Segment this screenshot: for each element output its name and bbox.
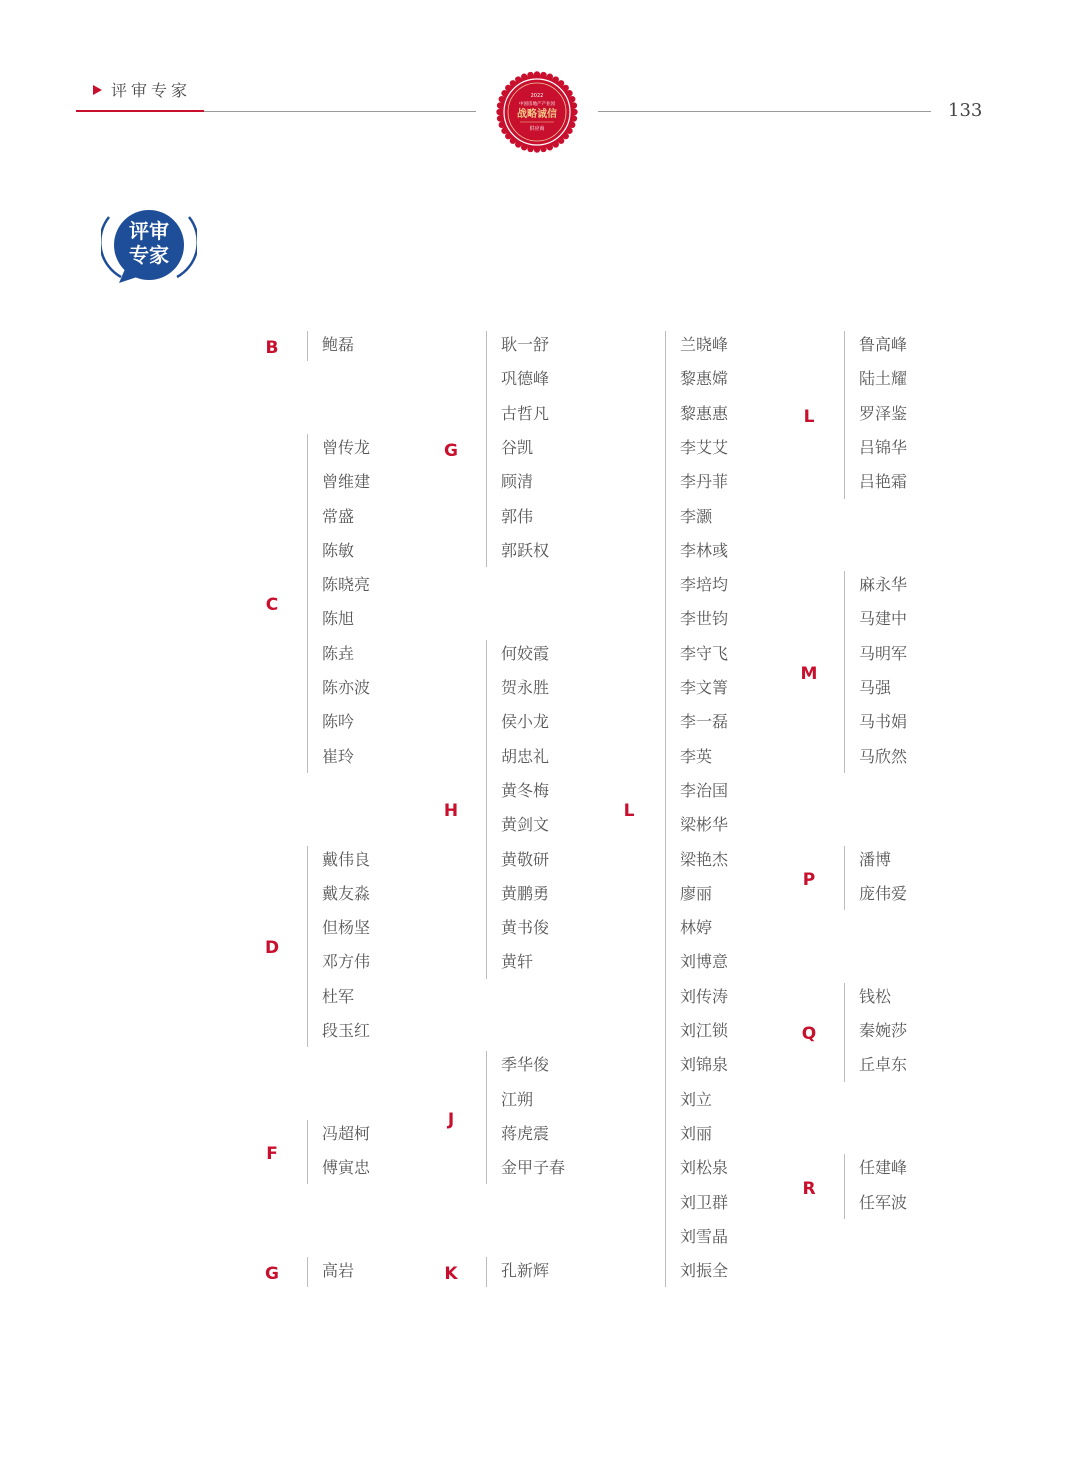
expert-name: 钱松 bbox=[859, 986, 892, 1006]
expert-name: 曾维建 bbox=[322, 472, 371, 492]
expert-name: 马建中 bbox=[859, 609, 908, 629]
group-divider bbox=[307, 434, 308, 773]
group-divider bbox=[844, 331, 845, 499]
expert-name: 黄鹏勇 bbox=[501, 883, 550, 903]
expert-name: 冯超柯 bbox=[322, 1123, 371, 1143]
expert-name: 李守飞 bbox=[680, 643, 729, 663]
group-letter: F bbox=[266, 1144, 278, 1165]
expert-name: 郭跃权 bbox=[501, 540, 550, 560]
expert-name: 刘雪晶 bbox=[680, 1226, 729, 1246]
expert-name: 刘振全 bbox=[680, 1261, 729, 1281]
expert-name: 但杨坚 bbox=[322, 918, 371, 938]
badge-line-2: 专家 bbox=[129, 243, 169, 267]
group-letter: M bbox=[800, 664, 818, 684]
expert-name: 李英 bbox=[680, 746, 713, 766]
page-number: 133 bbox=[948, 100, 983, 121]
group-divider bbox=[307, 1257, 308, 1287]
expert-name: 任建峰 bbox=[859, 1158, 908, 1178]
group-letter: R bbox=[802, 1178, 816, 1199]
expert-name: 刘丽 bbox=[680, 1123, 713, 1143]
section-arrow-icon bbox=[93, 85, 102, 95]
seal-year: 2022 bbox=[530, 93, 544, 99]
expert-name: 崔玲 bbox=[322, 746, 355, 766]
expert-name: 陈吟 bbox=[322, 712, 355, 732]
expert-name: 刘江锁 bbox=[680, 1021, 729, 1040]
expert-name: 侯小龙 bbox=[501, 712, 550, 732]
expert-name: 耿一舒 bbox=[501, 335, 550, 354]
expert-name: 刘卫群 bbox=[680, 1192, 729, 1212]
expert-name: 梁彬华 bbox=[680, 815, 729, 835]
expert-name: 吕锦华 bbox=[859, 437, 908, 457]
group-letter: G bbox=[444, 441, 458, 462]
expert-name: 庞伟爱 bbox=[859, 883, 908, 903]
group-divider bbox=[844, 846, 845, 911]
expert-name: 廖丽 bbox=[680, 883, 713, 903]
expert-name: 李世钧 bbox=[680, 609, 729, 629]
expert-name: 李治国 bbox=[680, 780, 729, 800]
seal-top-text: 中国房地产产业园 bbox=[519, 102, 555, 107]
expert-name: 马强 bbox=[859, 678, 892, 697]
expert-name: 刘松泉 bbox=[680, 1158, 729, 1178]
expert-name: 马欣然 bbox=[859, 746, 908, 766]
group-letter: H bbox=[443, 801, 459, 822]
badge-line-1: 评审 bbox=[129, 219, 169, 243]
expert-name: 段玉红 bbox=[322, 1021, 371, 1040]
group-letter: C bbox=[265, 595, 279, 616]
expert-name: 陈旭 bbox=[322, 609, 355, 629]
expert-name: 陈晓亮 bbox=[322, 575, 371, 595]
section-badge bbox=[101, 205, 197, 285]
expert-name: 巩德峰 bbox=[501, 369, 550, 389]
expert-name: 潘博 bbox=[859, 849, 892, 869]
group-letter: Q bbox=[801, 1024, 817, 1045]
expert-name: 高岩 bbox=[322, 1261, 355, 1281]
expert-name: 林婷 bbox=[680, 918, 713, 938]
expert-name: 金甲子春 bbox=[501, 1158, 566, 1178]
expert-name: 鲍磊 bbox=[322, 335, 355, 354]
group-letter: D bbox=[264, 938, 280, 959]
expert-name: 兰晓峰 bbox=[680, 335, 729, 354]
expert-name: 吕艳霜 bbox=[859, 472, 908, 492]
expert-name: 黄轩 bbox=[501, 952, 534, 972]
seal-main-text: 战略诚信 bbox=[517, 109, 557, 120]
expert-name: 胡忠礼 bbox=[501, 746, 550, 766]
header-rule-right bbox=[598, 111, 931, 112]
expert-name: 江朔 bbox=[501, 1089, 534, 1109]
expert-name: 陈敏 bbox=[322, 540, 355, 560]
group-divider bbox=[486, 1051, 487, 1184]
expert-name: 陆土耀 bbox=[859, 369, 908, 389]
expert-name: 黄书俊 bbox=[501, 918, 550, 938]
expert-name: 马明军 bbox=[859, 643, 908, 663]
expert-name: 马书娟 bbox=[859, 712, 908, 732]
expert-name: 秦婉莎 bbox=[859, 1021, 908, 1040]
expert-name: 刘传涛 bbox=[680, 986, 729, 1006]
expert-name: 刘博意 bbox=[680, 952, 729, 972]
expert-name: 曾传龙 bbox=[322, 437, 371, 457]
expert-name: 孔新辉 bbox=[501, 1261, 550, 1281]
expert-name: 郭伟 bbox=[501, 506, 534, 526]
group-divider bbox=[307, 846, 308, 1048]
expert-name: 李艾艾 bbox=[680, 437, 729, 457]
expert-name: 罗泽鉴 bbox=[859, 403, 908, 423]
expert-name: 李培均 bbox=[680, 575, 729, 595]
expert-name: 邓方伟 bbox=[322, 952, 371, 972]
expert-name: 黎惠惠 bbox=[680, 403, 729, 423]
expert-name: 陈垚 bbox=[322, 643, 355, 663]
expert-name: 古哲凡 bbox=[501, 403, 550, 423]
group-letter: L bbox=[623, 801, 635, 822]
expert-name: 谷凯 bbox=[501, 437, 534, 457]
group-letter: L bbox=[803, 406, 815, 427]
group-letter: B bbox=[265, 338, 279, 359]
expert-name: 陈亦波 bbox=[322, 678, 371, 697]
expert-name: 刘立 bbox=[680, 1089, 713, 1109]
expert-name: 李一磊 bbox=[680, 712, 729, 732]
expert-name: 贺永胜 bbox=[501, 678, 550, 697]
group-letter: G bbox=[265, 1264, 279, 1285]
group-divider bbox=[307, 331, 308, 361]
group-divider bbox=[844, 571, 845, 773]
expert-name: 黄冬梅 bbox=[501, 780, 550, 800]
section-title: 评审专家 bbox=[111, 81, 192, 100]
group-letter: K bbox=[444, 1264, 458, 1285]
group-divider bbox=[486, 640, 487, 979]
group-letter: J bbox=[447, 1109, 455, 1130]
expert-name: 梁艳杰 bbox=[680, 849, 729, 869]
expert-name: 杜军 bbox=[322, 986, 355, 1006]
header-rule-accent bbox=[76, 110, 204, 112]
expert-name: 李林彧 bbox=[680, 540, 729, 560]
expert-name: 戴友淼 bbox=[322, 883, 371, 903]
expert-name: 何姣霞 bbox=[501, 643, 550, 663]
expert-name: 李文箐 bbox=[680, 678, 729, 697]
expert-name: 蒋虎震 bbox=[501, 1123, 550, 1143]
group-divider bbox=[307, 1120, 308, 1185]
seal-bottom-text: 供应商 bbox=[529, 126, 545, 132]
expert-name: 鲁高峰 bbox=[859, 335, 908, 354]
expert-name: 常盛 bbox=[322, 506, 355, 526]
expert-name: 季华俊 bbox=[501, 1055, 550, 1075]
group-letter: P bbox=[802, 869, 816, 890]
expert-name: 任军波 bbox=[859, 1192, 908, 1212]
group-divider bbox=[844, 1154, 845, 1219]
expert-name: 刘锦泉 bbox=[680, 1055, 729, 1075]
group-divider bbox=[486, 1257, 487, 1287]
expert-name: 李灏 bbox=[680, 506, 713, 526]
expert-name: 麻永华 bbox=[859, 575, 908, 595]
group-divider bbox=[665, 331, 666, 1287]
expert-name: 黄剑文 bbox=[501, 815, 550, 835]
expert-name: 黎惠嫦 bbox=[680, 369, 729, 389]
group-divider bbox=[844, 983, 845, 1082]
expert-name: 黄敬研 bbox=[501, 849, 550, 869]
expert-name: 傅寅忠 bbox=[322, 1158, 371, 1178]
group-divider bbox=[486, 331, 487, 567]
expert-name: 丘卓东 bbox=[859, 1055, 908, 1075]
expert-name: 李丹菲 bbox=[680, 472, 729, 492]
seal-logo bbox=[496, 71, 578, 153]
expert-name: 顾清 bbox=[501, 472, 534, 492]
expert-name: 戴伟良 bbox=[322, 849, 371, 869]
